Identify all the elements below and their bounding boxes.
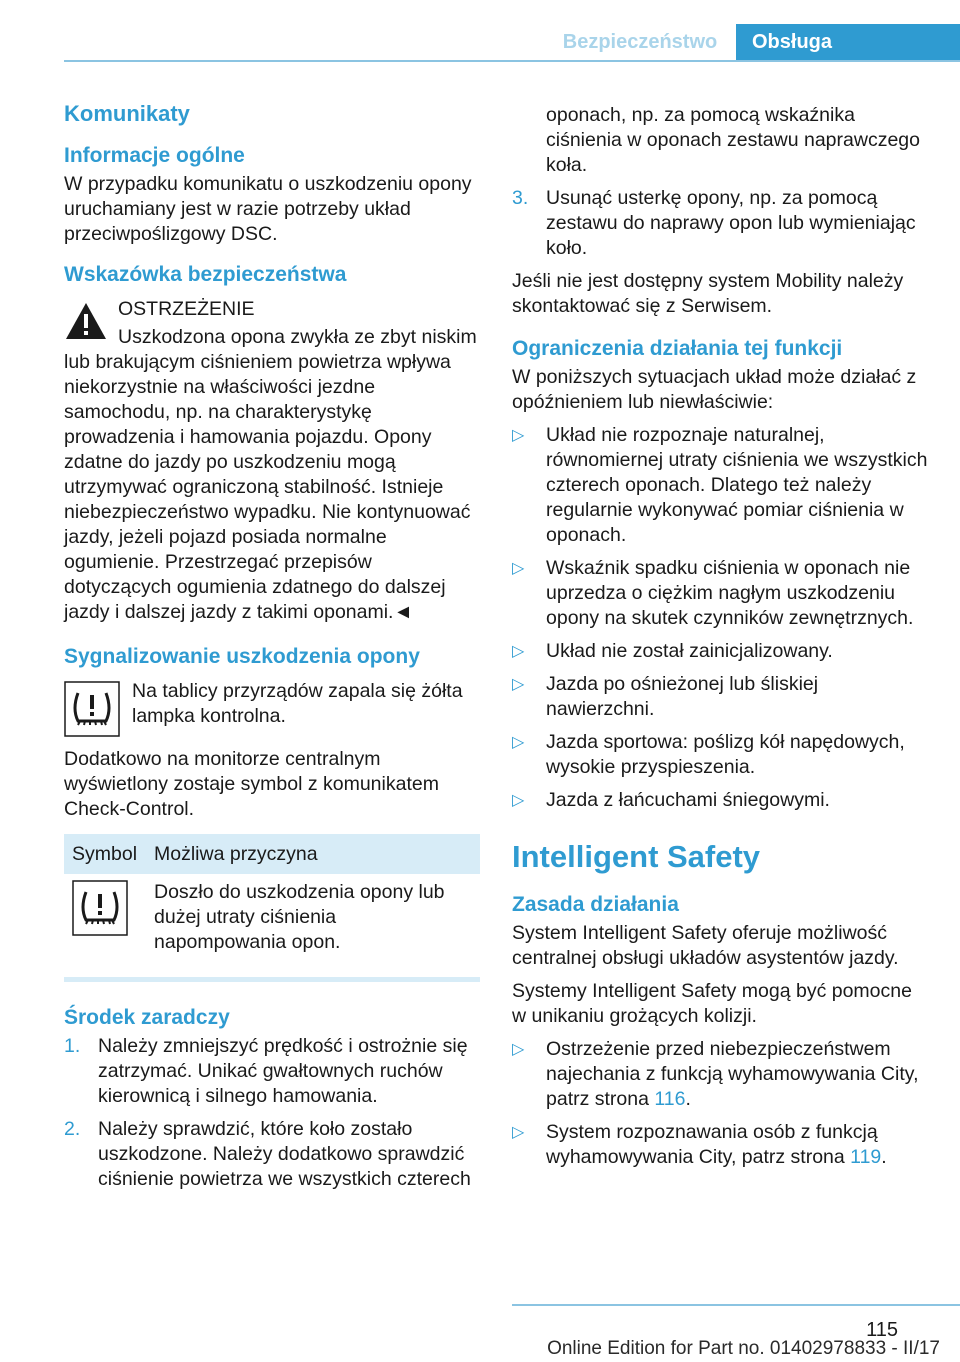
paragraph-mobility: Jeśli nie jest dostępny system Mobility należy skontaktować się z Serwisem.	[512, 270, 904, 317]
list-item	[512, 1120, 928, 1170]
paragraph-limits: W poniższych sytuacjach układ może działać z opóźnieniem lub niewłaściwie:	[512, 366, 917, 413]
lamp-block	[64, 679, 480, 737]
symbol-table	[64, 834, 480, 965]
heading-srodek-zaradczy: Środek zaradczy	[64, 1006, 230, 1029]
list-item-text: Układ nie został zainicjalizowany.	[546, 640, 833, 662]
warning-block	[64, 297, 480, 625]
bullet-triangle-icon: ▷	[512, 1041, 525, 1058]
limits-list	[512, 423, 928, 813]
bullet-triangle-icon: ▷	[512, 1124, 525, 1141]
paragraph-info: W przypadku komunikatu o uszkodzeniu opony uruchamiany jest w razie potrzeby układ przeciwpoślizgowy DSC.	[64, 173, 472, 245]
list-item-end: .	[881, 1146, 887, 1168]
page-link-116[interactable]: 116	[654, 1088, 686, 1110]
features-list	[512, 1037, 928, 1170]
list-item	[64, 1034, 480, 1109]
list-item-text: Jazda po ośnieżonej lub śliskiej nawierzchni.	[546, 673, 819, 720]
list-item	[512, 788, 928, 813]
warning-text: Uszkodzona opona zwykła ze zbyt niskim lub brakującym ciśnieniem powietrza wpływa niekorzystnie na właściwości jezdne samochodu, np. na charakterystykę prowadzenia i hamowania pojazdu. Opony zdatne do jazdy po uszkodzeniu mogą utrzymywać ograniczoną stabilność. Istnieje niebezpieczeństwo wypadku. Nie kontynuować jazdy, jeżeli pojazd posiada normalne ogumienie. Przestrzegać przepisów dotyczących ogumienia zdatnego do dalszej jazdy i dalszej jazdy z takimi oponami.◄	[64, 326, 477, 623]
heading-ograniczenia: Ograniczenia działania tej funkcji	[512, 337, 843, 360]
bullet-triangle-icon: ▷	[512, 427, 525, 444]
symbol-cell	[64, 874, 146, 965]
warning-title: OSTRZEŻENIE	[118, 298, 255, 320]
page-number: 115	[866, 1319, 898, 1341]
warning-triangle-icon	[64, 301, 108, 341]
step-number: 3.	[512, 187, 529, 209]
bullet-triangle-icon: ▷	[512, 734, 525, 751]
list-item	[512, 556, 928, 631]
heading-informacje-ogolne: Informacje ogólne	[64, 144, 245, 167]
list-item-text: Jazda z łańcuchami śniegowymi.	[546, 789, 830, 811]
tire-pressure-warning-icon	[72, 880, 128, 936]
list-item-text: Jazda sportowa: poślizg kół napędowych, wysokie przyspieszenia.	[546, 731, 905, 778]
col-header-cause: Możliwa przyczyna	[146, 834, 480, 874]
list-item	[512, 672, 928, 722]
bullet-triangle-icon: ▷	[512, 643, 525, 660]
step2-continuation: oponach, np. za pomocą wskaźnika ciśnienia w oponach zestawu naprawczego koła.	[546, 104, 920, 176]
step-text: Należy zmniejszyć prędkość i ostrożnie się zatrzymać. Unikać gwałtownych ruchów kierownicą i silnego hamowania.	[98, 1035, 468, 1107]
heading-wskazowka: Wskazówka bezpieczeństwa	[64, 263, 347, 286]
list-item	[512, 639, 928, 664]
cause-cell: Doszło do uszkodzenia opony lub dużej utraty ciśnienia napompowania opon.	[154, 881, 445, 953]
lamp-text: Na tablicy przyrządów zapala się żółta lampka kontrolna.	[132, 680, 463, 727]
tire-pressure-warning-icon	[64, 681, 120, 737]
list-item-text: Układ nie rozpoznaje naturalnej, równomiernej utraty ciśnienia we wszystkich czterech oponach. Dlatego też należy regularnie wykonywać pomiar ciśnienia w oponach.	[546, 424, 928, 546]
list-item	[512, 730, 928, 780]
page-link-119[interactable]: 119	[850, 1146, 882, 1168]
heading-komunikaty: Komunikaty	[64, 101, 190, 126]
list-item	[512, 186, 928, 261]
remedy-steps	[64, 1034, 480, 1192]
paragraph-principle-2: Systemy Intelligent Safety mogą być pomocne w unikaniu grożących kolizji.	[512, 980, 912, 1027]
list-item-end: .	[685, 1088, 691, 1110]
list-item-text: Wskaźnik spadku ciśnienia w oponach nie uprzedza o ciężkim nagłym uszkodzeniu opony na skutek czynników zewnętrznych.	[546, 557, 914, 629]
step-number: 1.	[64, 1035, 81, 1057]
header-rule	[64, 60, 960, 62]
tab-obsluga[interactable]: Obsługa	[736, 24, 960, 60]
bullet-triangle-icon: ▷	[512, 676, 525, 693]
list-item	[512, 423, 928, 548]
tab-bezpieczenstwo[interactable]: Bezpieczeństwo	[562, 31, 718, 53]
step-text: Usunąć usterkę opony, np. za pomocą zestawu do naprawy opon lub wymieniając koło.	[546, 187, 916, 259]
left-column	[64, 100, 480, 1200]
col-header-symbol: Symbol	[64, 834, 146, 874]
list-item-text: Ostrzeżenie przed niebezpieczeństwem najechania z funkcją wyhamowywania City, patrz strona	[546, 1038, 919, 1110]
bullet-triangle-icon: ▷	[512, 792, 525, 809]
list-item	[64, 1117, 480, 1192]
step-number: 2.	[64, 1118, 81, 1140]
footer-edition: Online Edition for Part no. 01402978833 - II/17	[547, 1338, 940, 1359]
step-text: Należy sprawdzić, które koło zostało uszkodzone. Należy dodatkowo sprawdzić ciśnienie powietrza we wszystkich czterech	[98, 1118, 471, 1190]
paragraph-principle-1: System Intelligent Safety oferuje możliwość centralnej obsługi układów asystentów jazdy.	[512, 922, 899, 969]
footer-rule	[512, 1304, 960, 1306]
table-row	[64, 874, 480, 965]
list-item	[512, 1037, 928, 1112]
list-item-text: System rozpoznawania osób z funkcją wyhamowywania City, patrz strona	[546, 1121, 878, 1168]
paragraph-monitor: Dodatkowo na monitorze centralnym wyświetlony zostaje symbol z komunikatem Check-Control.	[64, 748, 439, 820]
remedy-steps-cont	[512, 186, 928, 261]
right-column	[512, 103, 928, 1178]
header-bar	[0, 0, 960, 62]
bullet-triangle-icon: ▷	[512, 560, 525, 577]
heading-zasada-dzialania: Zasada działania	[512, 893, 679, 916]
heading-sygnalizowanie: Sygnalizowanie uszkodzenia opony	[64, 645, 420, 668]
heading-intelligent-safety: Intelligent Safety	[512, 839, 761, 874]
table-end-rule	[64, 977, 480, 982]
